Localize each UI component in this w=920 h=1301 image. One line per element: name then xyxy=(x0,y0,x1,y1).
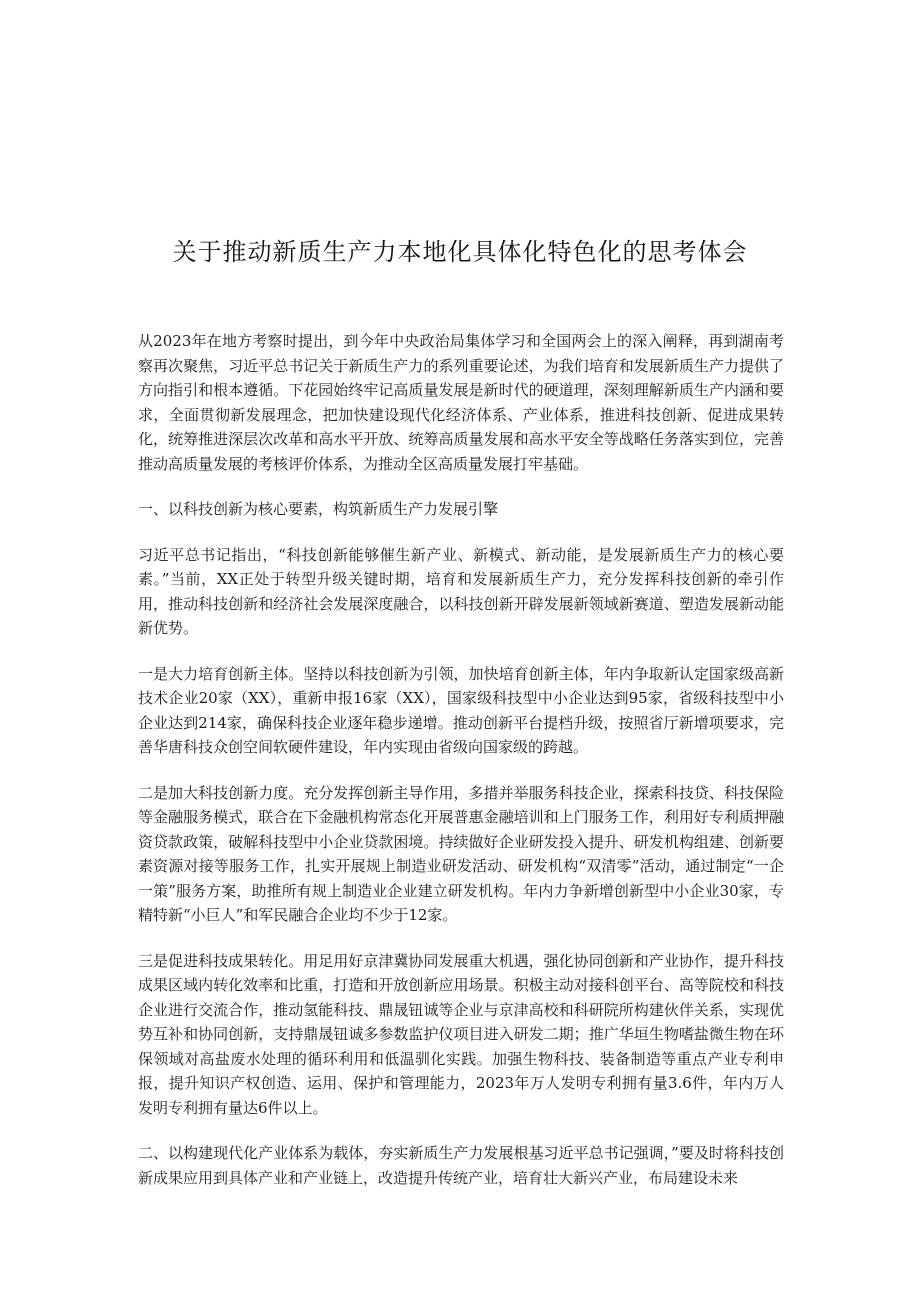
document-body xyxy=(138,329,784,1211)
point-3-paragraph: 三是促进科技成果转化。用足用好京津冀协同发展重大机遇，强化协同创新和产业协作，提升科技成果区域内转化效率和比重，打造和开放创新应用场景。积极主动对接科创平台、高等院校和科技企业进行交流合作，推动氢能科技、鼎晟钮诚等企业与京津高校和科研院所构建伙伴关系，实现优势互补和协同创新，支持鼎晟钮诚多参数监护仪项目进入研发二期；推广华垣生物嗜盐微生物在环保领域对高盐废水处理的循环利用和低温驯化实践。加强生物科技、装备制造等重点产业专利申报，提升知识产权创造、运用、保护和管理能力，2023年万人发明专利拥有量3.6件，年内万人发明专利拥有量达6件以上。 xyxy=(138,951,784,1117)
document-title: 关于推动新质生产力本地化具体化特色化的思考体会 xyxy=(172,238,748,266)
section-heading-1: 一、以科技创新为核心要素，构筑新质生产力发展引擎 xyxy=(138,500,499,518)
section-1-paragraph: 习近平总书记指出，“科技创新能够催生新产业、新模式、新动能，是发展新质生产力的核心要素。”当前，XX正处于转型升级关键时期，培育和发展新质生产力，充分发挥科技创新的牵引作用，推动科技创新和经济社会发展深度融合，以科技创新开辟发展新领域新赛道、塑造发展新动能新优势。 xyxy=(138,545,784,637)
section-2-paragraph: 二、以构建现代化产业体系为载体，夯实新质生产力发展根基习近平总书记强调，”要及时将科技创新成果应用到具体产业和产业链上，改造提升传统产业，培育壮大新兴产业，布局建设未来 xyxy=(138,1144,784,1187)
point-2-paragraph: 二是加大科技创新力度。充分发挥创新主导作用，多措并举服务科技企业，探索科技贷、科技保险等金融服务模式，联合在下金融机构常态化开展普惠金融培训和上门服务工作，利用好专利质押融资贷款政策，破解科技型中小企业贷款困境。持续做好企业研发投入提升、研发机构组建、创新要素资源对接等服务工作，扎实开展规上制造业研发活动、研发机构“双清零”活动，通过制定“一企一策”服务方案，助推所有规上制造业企业建立研发机构。年内力争新增创新型中小企业30家，专精特新“小巨人”和军民融合企业均不少于12家。 xyxy=(138,783,784,924)
point-1-paragraph: 一是大力培育创新主体。坚持以科技创新为引领，加快培育创新主体，年内争取新认定国家级高新技术企业20家（XX），重新申报16家（XX），国家级科技型中小企业达到95家，省级科技型中小企业达到214家，确保科技企业逐年稳步递增。推动创新平台提档升级，按照省厅新增项要求，完善华唐科技众创空间软硬件建设，年内实现由省级向国家级的跨越。 xyxy=(138,664,784,756)
intro-paragraph: 从2023年在地方考察时提出，到今年中央政治局集体学习和全国两会上的深入阐释，再到湖南考察再次聚焦，习近平总书记关于新质生产力的系列重要论述，为我们培育和发展新质生产力提供了方向指引和根本遵循。下花园始终牢记高质量发展是新时代的硬道理，深刻理解新质生产内涵和要求，全面贯彻新发展理念，把加快建设现代化经济体系、产业体系，推进科技创新、促进成果转化，统筹推进深层次改革和高水平开放、统筹高质量发展和高水平安全等战略任务落实到位，完善推动高质量发展的考核评价体系，为推动全区高质量发展打牢基础。 xyxy=(138,332,784,473)
